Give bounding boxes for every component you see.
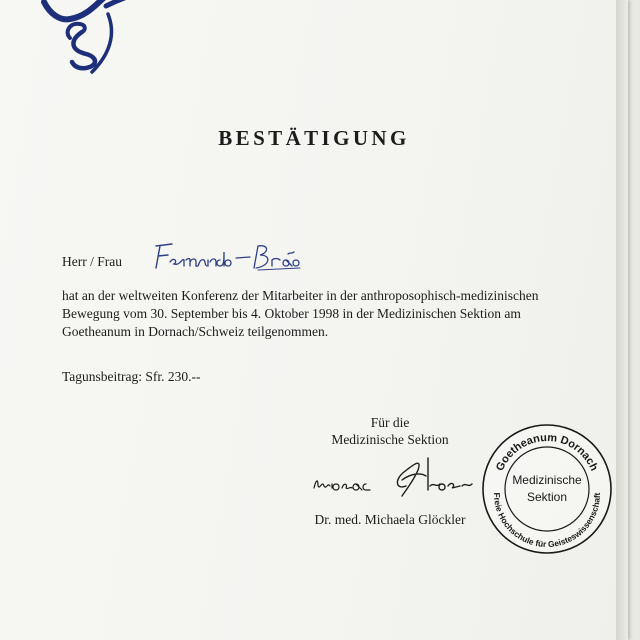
goetheanum-logo	[36, 0, 166, 80]
document-title: BESTÄTIGUNG	[218, 126, 410, 150]
stamp-outer-bottom: Freie Hochschule für Geisteswissenschaft	[491, 492, 603, 550]
stamp-center-line-2: Sektion	[526, 490, 568, 504]
body-line: Bewegung vom 30. September bis 4. Oktober 1998 in der Medizinischen Sektion am	[62, 306, 521, 321]
salutation-label: Herr / Frau	[62, 254, 122, 269]
closing-line-2: Medizinische Sektion	[331, 432, 449, 447]
handwritten-signature	[310, 450, 495, 500]
stamp-outer-top: Goetheanum Dornach	[493, 431, 601, 473]
paper-edge-shadow	[616, 0, 628, 640]
conference-fee: Tagunsbeitrag: Sfr. 230.--	[62, 369, 201, 384]
body-paragraph	[62, 287, 562, 341]
body-line: Goetheanum in Dornach/Schweiz teilgenommen.	[62, 324, 329, 339]
medizinische-sektion-stamp	[480, 422, 614, 556]
stamp-center-line-1: Medizinische	[512, 473, 582, 487]
closing-line-1: Für die	[370, 415, 410, 430]
body-line: hat an der weltweiten Konferenz der Mitarbeiter in der anthroposophisch-medizinischen	[62, 288, 539, 303]
handwritten-participant-name	[150, 240, 340, 274]
signer-name: Dr. med. Michaela Glöckler	[314, 512, 466, 527]
